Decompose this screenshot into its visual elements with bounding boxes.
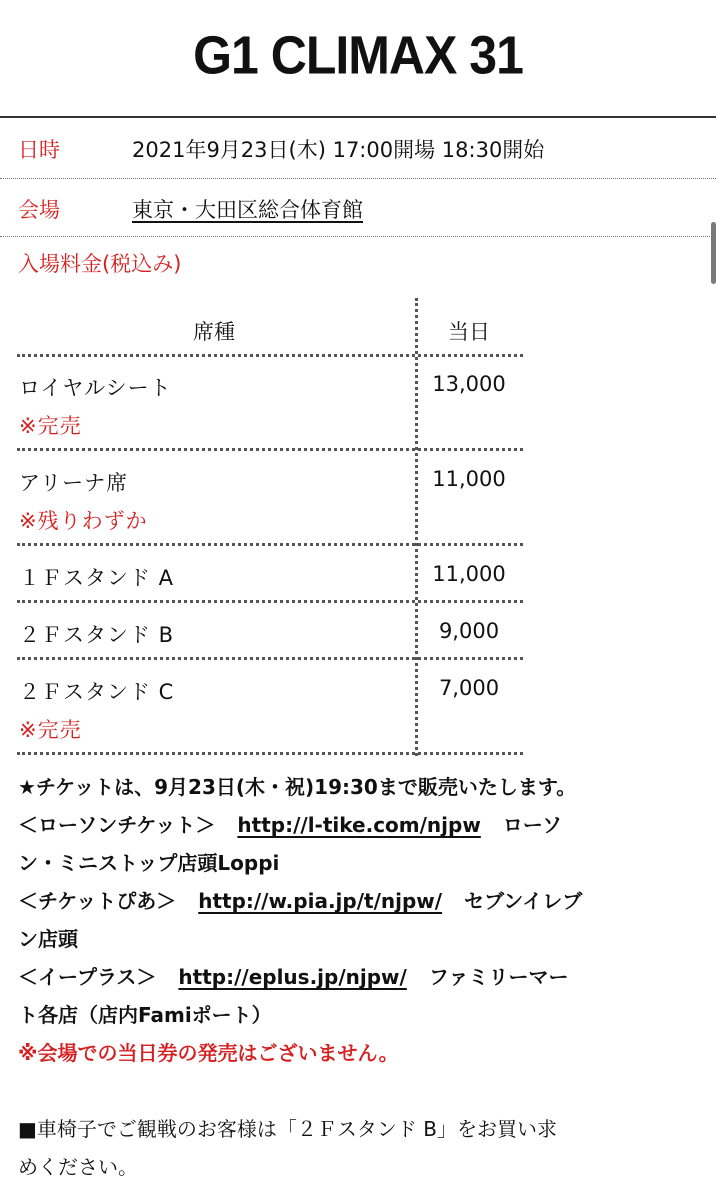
lawson-line xyxy=(18,806,698,844)
page-title: G1 CLIMAX 31 xyxy=(193,24,523,86)
lawson-link[interactable]: http://l-tike.com/njpw xyxy=(237,813,481,837)
row-divider xyxy=(17,600,523,603)
date-value: 2021年9月23日(木) 17:00開場 18:30開始 xyxy=(132,138,545,162)
price-section-label: 入場料金(税込み) xyxy=(18,252,182,276)
venue-label: 会場 xyxy=(18,198,60,222)
note-arena: ※残りわずか xyxy=(19,509,148,533)
seat-arena: アリーナ席 xyxy=(19,471,129,495)
row-divider xyxy=(17,657,523,660)
no-day-tickets-notice: ※会場での当日券の発売はございません。 xyxy=(18,1041,399,1065)
divider xyxy=(0,236,716,237)
pia-link[interactable]: http://w.pia.jp/t/njpw/ xyxy=(198,889,443,913)
lawson-where-cont: ン・ミニストップ店頭Loppi xyxy=(18,851,280,875)
divider xyxy=(0,178,716,179)
price-table xyxy=(17,298,523,756)
header-price: 当日 xyxy=(448,320,490,344)
note-royal: ※完売 xyxy=(19,414,82,438)
seat-1f-a: １Ｆスタンド A xyxy=(19,566,175,590)
eplus-label: ＜イープラス＞ xyxy=(18,965,157,989)
venue-link[interactable]: 東京・大田区総合体育館 xyxy=(132,198,363,222)
wheelchair-notice: ■車椅子でご観戦のお客様は「２Ｆスタンド B」をお買い求 xyxy=(18,1117,557,1141)
date-label: 日時 xyxy=(18,138,60,162)
price-1f-a: 11,000 xyxy=(432,562,506,586)
sale-period: ★チケットは、9月23日(木・祝)19:30まで販売いたします。 xyxy=(18,775,577,799)
pia-where-cont: ン店頭 xyxy=(18,927,78,951)
row-divider xyxy=(17,543,523,546)
title-divider xyxy=(0,116,716,118)
price-arena: 11,000 xyxy=(432,467,506,491)
ticket-notes xyxy=(18,768,698,1186)
eplus-line xyxy=(18,958,698,996)
row-divider xyxy=(17,354,523,357)
lawson-label: ＜ローソンチケット＞ xyxy=(18,813,216,837)
header-seat: 席種 xyxy=(193,320,235,344)
eplus-where-cont: ト各店（店内Famiポート） xyxy=(18,1003,272,1027)
seat-royal: ロイヤルシート xyxy=(19,376,172,400)
eplus-link[interactable]: http://eplus.jp/njpw/ xyxy=(178,965,407,989)
seat-2f-c: ２Ｆスタンド C xyxy=(19,680,175,704)
seat-2f-b: ２Ｆスタンド B xyxy=(19,623,175,647)
note-2f-c: ※完売 xyxy=(19,718,82,742)
pia-line xyxy=(18,882,698,920)
row-divider xyxy=(17,448,523,451)
price-royal: 13,000 xyxy=(432,372,506,396)
wheelchair-notice-cont: めください。 xyxy=(18,1155,138,1179)
price-2f-b: 9,000 xyxy=(438,619,500,643)
pia-where: セブンイレブ xyxy=(464,889,583,913)
row-divider xyxy=(17,752,523,755)
pia-label: ＜チケットぴあ＞ xyxy=(18,889,177,913)
eplus-where: ファミリーマー xyxy=(428,965,569,989)
price-2f-c: 7,000 xyxy=(438,676,500,700)
lawson-where: ローソ xyxy=(502,813,563,837)
scrollbar-thumb[interactable] xyxy=(711,222,716,284)
